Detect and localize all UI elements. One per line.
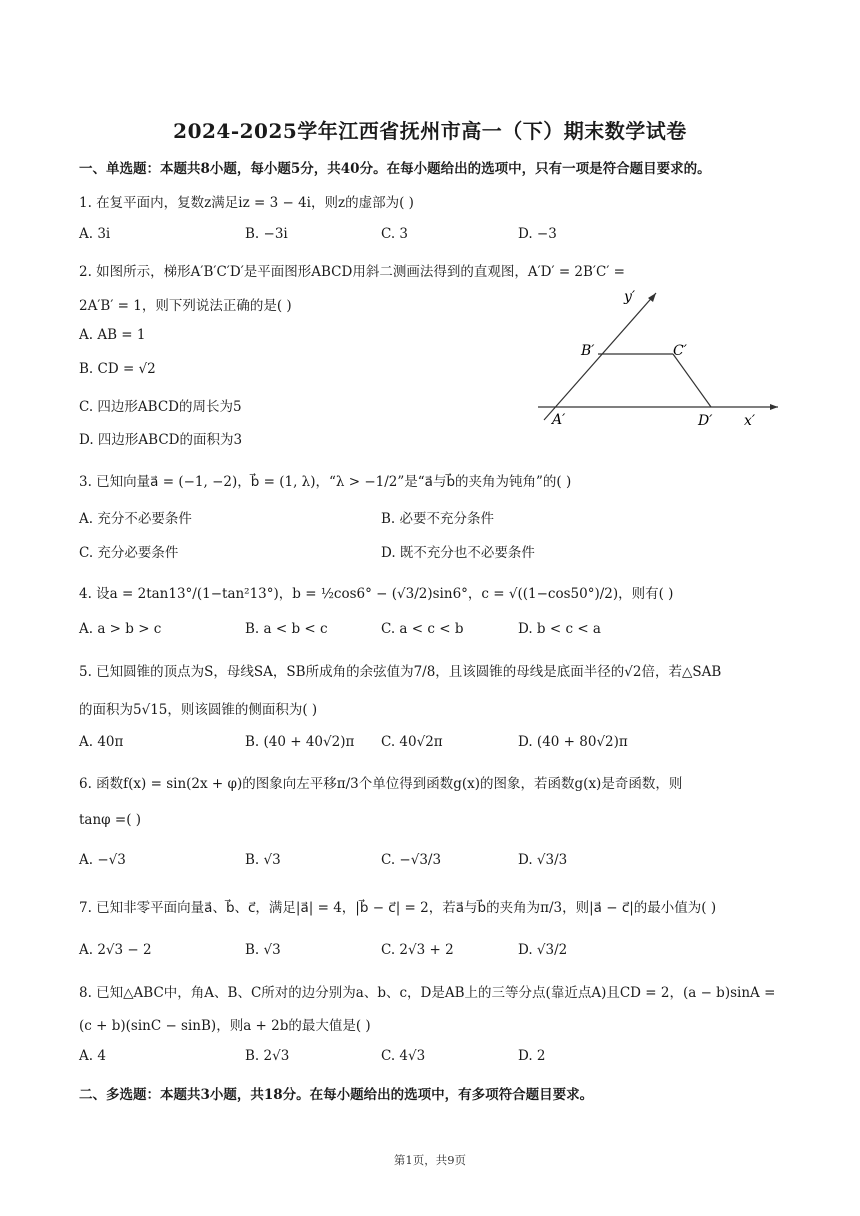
q6-option-a: A. −√3 xyxy=(79,852,126,868)
q6-option-c: C. −√3/3 xyxy=(381,852,442,868)
q7-option-b: B. √3 xyxy=(245,942,281,958)
question-2-stem-line-1: 2. 如图所示，梯形A′B′C′D′是平面图形ABCD用斜二测画法得到的直观图，A′D′ = 2B′C′ = xyxy=(79,264,625,280)
q5-option-d: D. (40 + 80√2)π xyxy=(518,734,628,750)
q2-option-d: D. 四边形ABCD的面积为3 xyxy=(79,432,243,448)
point-d-label: D′ xyxy=(698,413,713,429)
q3-option-b: B. 必要不充分条件 xyxy=(381,511,495,527)
q6-option-b: B. √3 xyxy=(245,852,281,868)
question-4-stem: 4. 设a = 2tan13°/(1−tan²13°)，b = ½cos6° − (√3/2)sin6°，c = √((1−cos50°)/2)，则有( ) xyxy=(79,586,674,602)
question-2-stem-line-2: 2A′B′ = 1，则下列说法正确的是( ) xyxy=(79,298,292,314)
question-8-stem-line-2: (c + b)(sinC − sinB)，则a + 2b的最大值是( ) xyxy=(79,1018,371,1034)
trapezoid-figure xyxy=(530,285,780,435)
q1-option-d: D. −3 xyxy=(518,226,557,242)
q7-option-d: D. √3/2 xyxy=(518,942,568,958)
question-5-stem-line-1: 5. 已知圆锥的顶点为S，母线SA，SB所成角的余弦值为7/8，且该圆锥的母线是底面半径的√2倍，若△SAB xyxy=(79,664,722,680)
point-a-label: A′ xyxy=(552,412,566,428)
question-3-stem: 3. 已知向量a⃗ = (−1, −2)，b⃗ = (1, λ)，“λ > −1/2”是“a⃗与b⃗的夹角为钝角”的( ) xyxy=(79,474,572,490)
q2-option-c: C. 四边形ABCD的周长为5 xyxy=(79,399,242,415)
q5-option-b: B. (40 + 40√2)π xyxy=(245,734,355,750)
q5-option-c: C. 40√2π xyxy=(381,734,443,750)
q7-option-a: A. 2√3 − 2 xyxy=(79,942,152,958)
question-6-stem-line-2: tanφ =( ) xyxy=(79,812,142,828)
q1-option-c: C. 3 xyxy=(381,226,409,242)
q4-option-b: B. a < b < c xyxy=(245,621,328,637)
q4-option-d: D. b < c < a xyxy=(518,621,601,637)
q6-option-d: D. √3/3 xyxy=(518,852,568,868)
question-8-stem-line-1: 8. 已知△ABC中，角A、B、C所对的边分别为a、b、c，D是AB上的三等分点(靠近点A)且CD = 2，(a − b)sinA = xyxy=(79,985,776,1001)
y-axis-label: y′ xyxy=(624,289,636,305)
question-6-stem-line-1: 6. 函数f(x) = sin(2x + φ)的图象向左平移π/3个单位得到函数g(x)的图象，若函数g(x)是奇函数，则 xyxy=(79,776,683,792)
q7-option-c: C. 2√3 + 2 xyxy=(381,942,454,958)
q8-option-d: D. 2 xyxy=(518,1048,546,1064)
q2-option-b: B. CD = √2 xyxy=(79,361,156,377)
q3-option-a: A. 充分不必要条件 xyxy=(79,511,192,527)
section-2-heading: 二、多选题：本题共3小题，共18分。在每小题给出的选项中，有多项符合题目要求。 xyxy=(79,1087,594,1103)
q8-option-a: A. 4 xyxy=(79,1048,106,1064)
q3-option-c: C. 充分必要条件 xyxy=(79,545,179,561)
section-1-heading: 一、单选题：本题共8小题，每小题5分，共40分。在每小题给出的选项中，只有一项是符合题目要求的。 xyxy=(79,161,711,177)
page-title: 2024-2025学年江西省抚州市高一（下）期末数学试卷 xyxy=(173,119,687,143)
q1-option-a: A. 3i xyxy=(79,226,111,242)
q5-option-a: A. 40π xyxy=(79,734,124,750)
q8-option-c: C. 4√3 xyxy=(381,1048,426,1064)
q1-option-b: B. −3i xyxy=(245,226,288,242)
point-b-label: B′ xyxy=(581,343,595,359)
page-footer: 第1页，共9页 xyxy=(393,1153,467,1167)
q2-option-a: A. AB = 1 xyxy=(79,327,146,343)
question-7-stem: 7. 已知非零平面向量a⃗、b⃗、c⃗，满足|a⃗| = 4，|b⃗ − c⃗| = 2，若a⃗与b⃗的夹角为π/3，则|a⃗ − c⃗|的最小值为( ) xyxy=(79,900,717,916)
question-1-stem: 1. 在复平面内，复数z满足iz = 3 − 4i，则z的虚部为( ) xyxy=(79,195,414,211)
x-axis-label: x′ xyxy=(744,413,756,429)
q4-option-c: C. a < c < b xyxy=(381,621,464,637)
q8-option-b: B. 2√3 xyxy=(245,1048,290,1064)
q3-option-d: D. 既不充分也不必要条件 xyxy=(381,545,535,561)
q4-option-a: A. a > b > c xyxy=(79,621,162,637)
question-5-stem-line-2: 的面积为5√15，则该圆锥的侧面积为( ) xyxy=(79,702,318,718)
point-c-label: C′ xyxy=(673,343,687,359)
